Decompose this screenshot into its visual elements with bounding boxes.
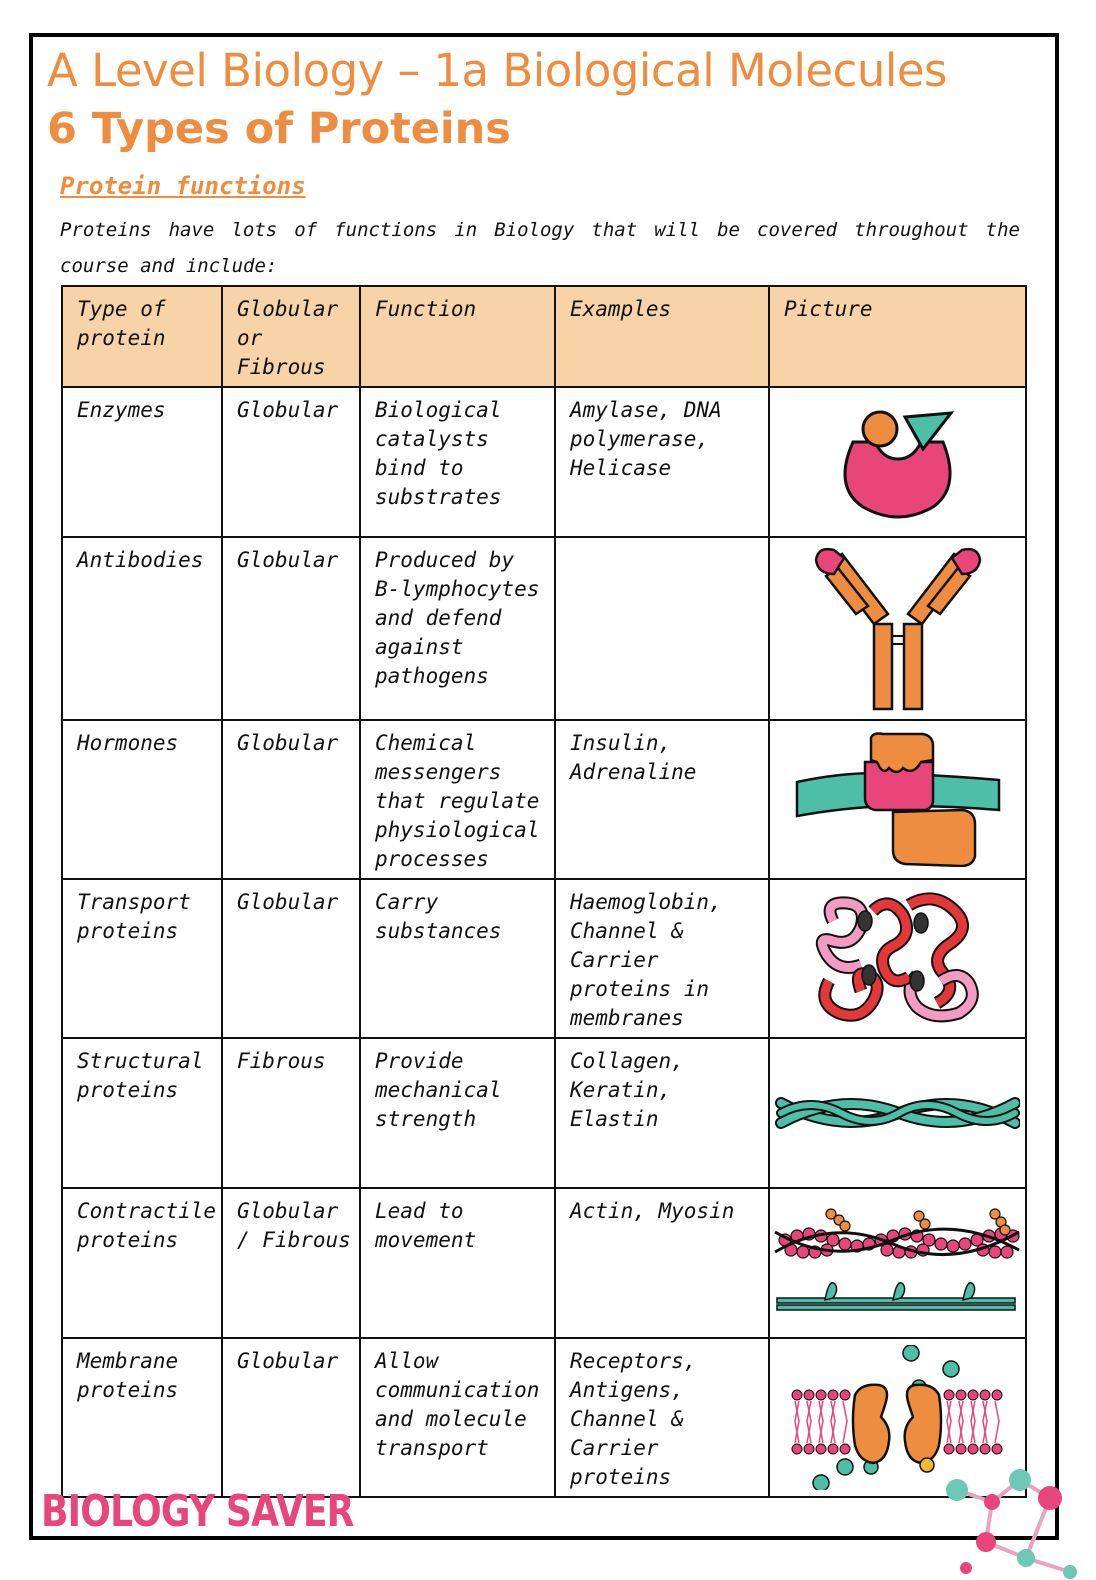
cell-function: Carry substances (360, 879, 555, 1038)
collagen-triple-helix-icon (775, 1083, 1020, 1143)
table-row (62, 1188, 1026, 1338)
cell-examples: Actin, Myosin (555, 1188, 769, 1338)
molecule-decoration-icon (930, 1460, 1096, 1580)
cell-type: Transport proteins (62, 879, 222, 1038)
cell-examples: Collagen, Keratin, Elastin (555, 1038, 769, 1188)
cell-form: Globular (222, 387, 360, 537)
column-header-type: Type of protein (62, 286, 222, 387)
cell-picture (769, 879, 1026, 1038)
cell-type: Hormones (62, 720, 222, 879)
cell-form: Globular (222, 879, 360, 1038)
column-header-examples: Examples (555, 286, 769, 387)
cell-picture (769, 387, 1026, 537)
page-title: A Level Biology – 1a Biological Molecules (47, 44, 948, 97)
cell-examples: Receptors, Antigens, Channel & Carrier proteins (555, 1338, 769, 1497)
page-subtitle: 6 Types of Proteins (47, 104, 511, 154)
cell-type: Contractile proteins (62, 1188, 222, 1338)
column-header-picture: Picture (769, 286, 1026, 387)
cell-function: Chemical messengers that regulate physiological processes (360, 720, 555, 879)
cell-function: Allow communication and molecule transport (360, 1338, 555, 1497)
protein-table (61, 285, 1027, 1498)
table-row (62, 387, 1026, 537)
hormone-receptor-icon (793, 732, 1003, 867)
table-row (62, 1338, 1026, 1497)
cell-type: Enzymes (62, 387, 222, 537)
table-header-row (62, 286, 1026, 387)
cell-examples: Amylase, DNA polymerase, Helicase (555, 387, 769, 537)
cell-form: Fibrous (222, 1038, 360, 1188)
cell-form: Globular / Fibrous (222, 1188, 360, 1338)
cell-form: Globular (222, 720, 360, 879)
cell-type: Structural proteins (62, 1038, 222, 1188)
cell-picture (769, 720, 1026, 879)
biology-saver-logo: BIOLOGY SAVER (41, 1486, 354, 1537)
haemoglobin-icon (813, 891, 983, 1026)
cell-picture (769, 1038, 1026, 1188)
cell-type: Antibodies (62, 537, 222, 720)
cell-form: Globular (222, 1338, 360, 1497)
cell-examples (555, 537, 769, 720)
table-row (62, 720, 1026, 879)
section-heading: Protein functions (60, 172, 306, 200)
cell-examples: Haemoglobin, Channel & Carrier proteins in membranes (555, 879, 769, 1038)
actin-myosin-icon (773, 1206, 1023, 1321)
cell-function: Provide mechanical strength (360, 1038, 555, 1188)
cell-function: Produced by B-lymphocytes and defend against pathogens (360, 537, 555, 720)
cell-examples: Insulin, Adrenaline (555, 720, 769, 879)
intro-paragraph: Proteins have lots of functions in Biology that will be covered throughout the course and include: (60, 219, 1020, 277)
table-row (62, 1038, 1026, 1188)
column-header-form: Globular or Fibrous (222, 286, 360, 387)
enzyme-substrate-icon (823, 397, 973, 527)
cell-picture (769, 537, 1026, 720)
cell-picture (769, 1188, 1026, 1338)
table-row (62, 879, 1026, 1038)
cell-function: Lead to movement (360, 1188, 555, 1338)
antibody-icon (798, 544, 998, 714)
cell-type: Membrane proteins (62, 1338, 222, 1497)
cell-function: Biological catalysts bind to substrates (360, 387, 555, 537)
column-header-function: Function (360, 286, 555, 387)
table-row (62, 537, 1026, 720)
cell-form: Globular (222, 537, 360, 720)
